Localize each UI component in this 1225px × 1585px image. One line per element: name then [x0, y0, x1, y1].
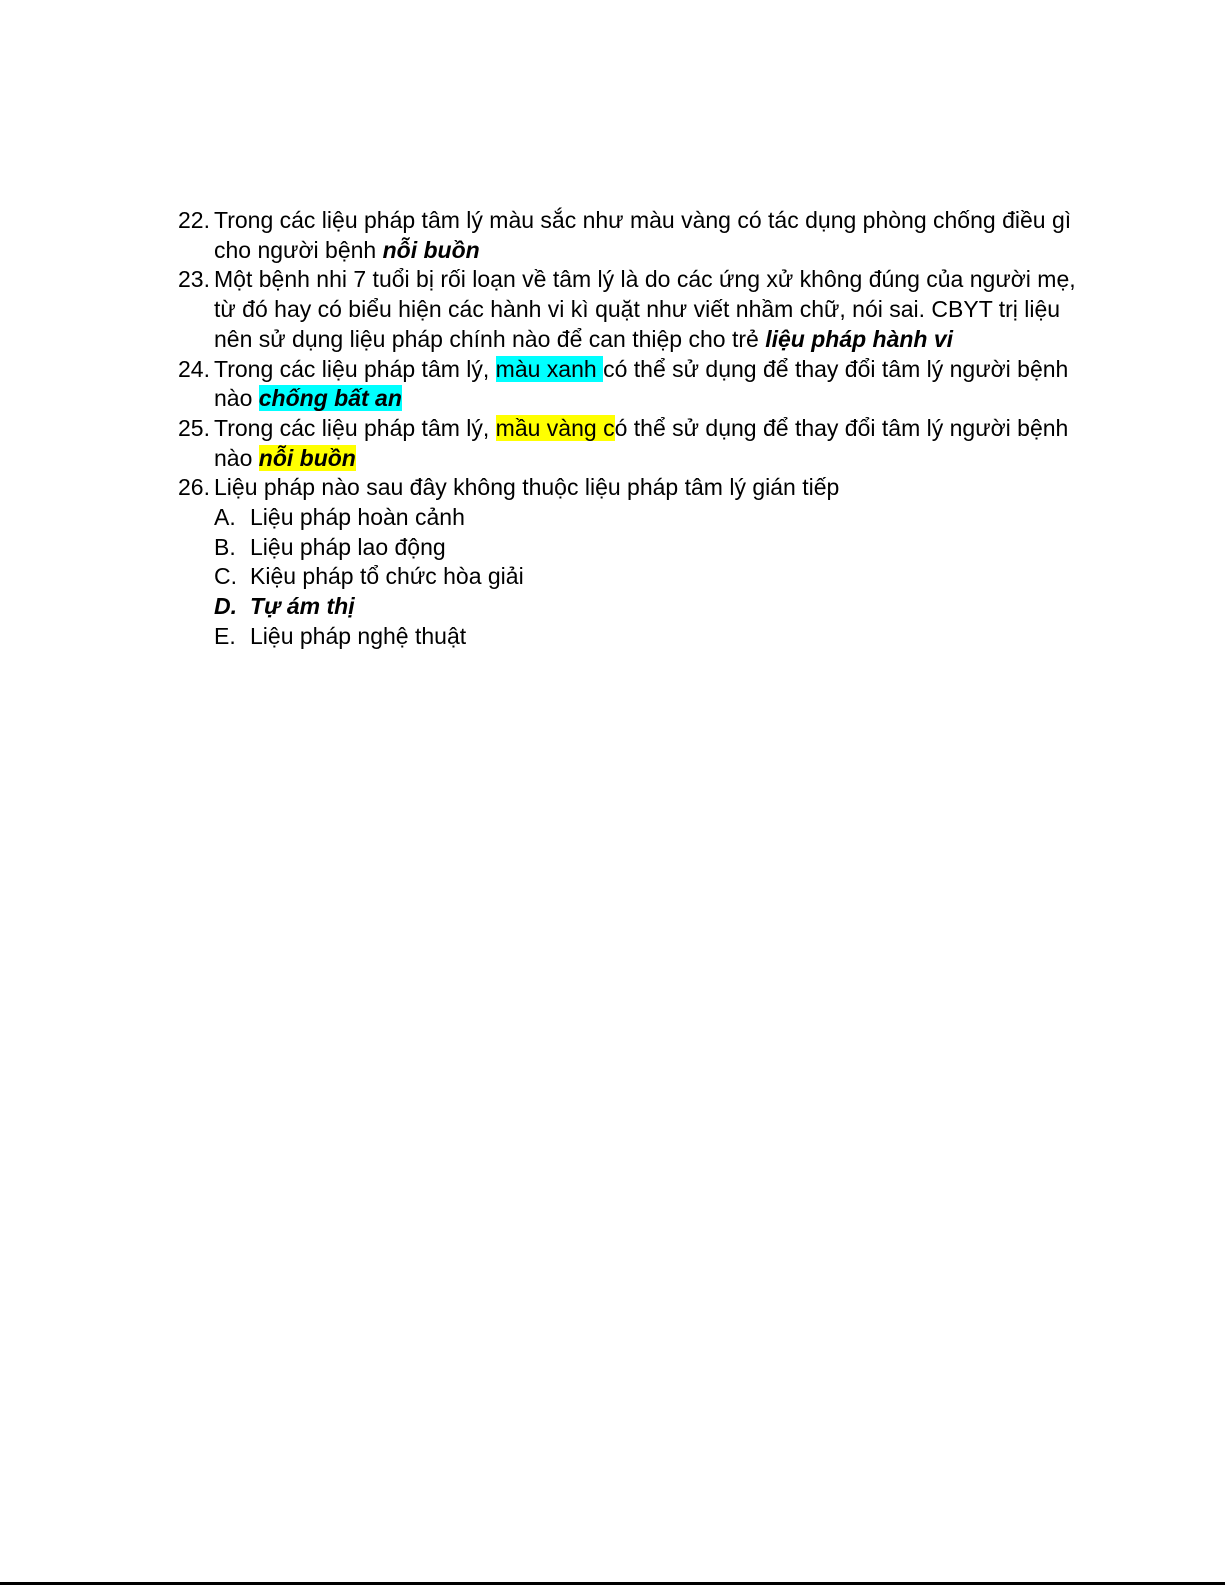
question-23 — [178, 265, 1078, 354]
option-b — [214, 533, 1078, 563]
option-letter: D. — [214, 593, 237, 620]
option-text: Tự ám thị — [250, 593, 355, 620]
question-26 — [178, 473, 1078, 503]
question-24 — [178, 355, 1078, 414]
question-prompt-end: có thể sử dụng để thay đổi tâm lý người bệnh nào — [214, 355, 1069, 412]
question-prompt-start: Trong các liệu pháp tâm lý, — [214, 414, 496, 441]
option-c — [214, 562, 1078, 592]
option-text: Kiệu pháp tổ chức hòa giải — [250, 563, 524, 590]
option-a — [214, 503, 1078, 533]
question-number: 22. — [178, 207, 210, 233]
question-text — [214, 265, 1078, 354]
option-letter: E. — [214, 622, 236, 649]
answer-options — [214, 503, 1078, 652]
option-text: Liệu pháp nghệ thuật — [250, 622, 467, 649]
highlighted-term: mầu vàng c — [495, 414, 615, 441]
option-letter: A. — [214, 504, 236, 531]
question-number: 24. — [178, 355, 210, 382]
question-prompt: Một bệnh nhi 7 tuổi bị rối loạn về tâm lý là do các ứng xử không đúng của người mẹ, từ đó hay có biểu hiện các hành vi kì quặt như viết nhầm chữ, nói sai. CBYT trị liệu nên sử dụng liệu pháp chính nào để can thiệp cho trẻ — [214, 266, 1076, 352]
option-letter: B. — [214, 533, 236, 560]
question-text — [214, 206, 1078, 265]
question-text: Liệu pháp nào sau đây không thuộc liệu pháp tâm lý gián tiếp — [214, 474, 840, 501]
option-text: Liệu pháp lao động — [250, 533, 446, 560]
answer-text: liệu pháp hành vi — [765, 325, 954, 352]
option-letter: C. — [214, 563, 237, 590]
option-e — [214, 622, 1078, 652]
question-list — [178, 206, 1078, 652]
answer-text: chống bất an — [258, 385, 402, 412]
question-25 — [178, 414, 1078, 473]
question-prompt: Trong các liệu pháp tâm lý màu sắc như màu vàng có tác dụng phòng chống điều gì cho người bệnh — [214, 207, 1072, 263]
question-prompt-end: ó thể sử dụng để thay đổi tâm lý người bệnh nào — [214, 414, 1069, 471]
question-number: 23. — [178, 266, 210, 293]
question-22 — [178, 206, 1078, 265]
answer-text: nỗi buồn — [382, 236, 480, 263]
question-prompt-start: Trong các liệu pháp tâm lý, — [214, 355, 496, 382]
question-number: 25. — [178, 414, 210, 441]
option-text: Liệu pháp hoàn cảnh — [250, 504, 465, 531]
highlighted-term: màu xanh — [495, 355, 604, 382]
question-number: 26. — [178, 474, 210, 501]
question-text — [214, 355, 1078, 414]
answer-text: nỗi buồn — [258, 444, 356, 471]
option-d-correct — [214, 592, 1078, 622]
question-text — [214, 414, 1078, 473]
